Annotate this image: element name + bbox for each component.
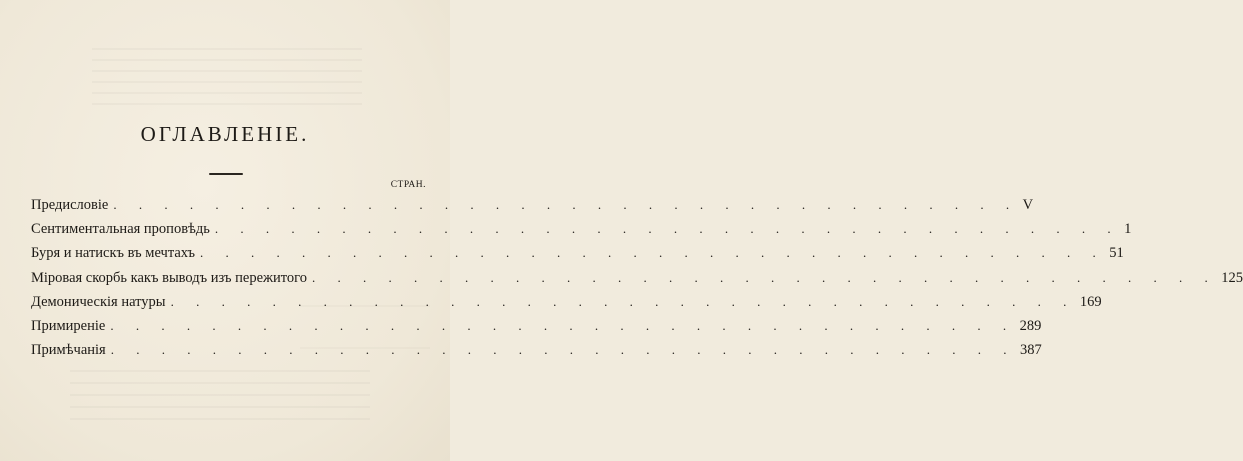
- title-divider: [209, 173, 243, 175]
- toc-entry-page: 169: [1079, 293, 1102, 310]
- toc-entry[interactable]: [31, 293, 1102, 318]
- toc-entry[interactable]: [31, 342, 1042, 366]
- toc-entry[interactable]: [31, 245, 1124, 269]
- dot-leader: . . . . . . . . . . . . . . . . . . . . . . . . . . . . . . . . . . . .: [110, 317, 1016, 333]
- toc-entry[interactable]: [31, 197, 1034, 221]
- toc-entry-page: 1: [1124, 221, 1132, 238]
- toc-entry-page: 289: [1019, 317, 1042, 334]
- table-of-contents: [31, 197, 1243, 366]
- bleed-through-text: [70, 370, 370, 430]
- dot-leader: . . . . . . . . . . . . . . . . . . . . . . . . . . . . . . . . . . . .: [199, 245, 1106, 261]
- dot-leader: . . . . . . . . . . . . . . . . . . . . . . . . . . . . . . . . . . . .: [110, 342, 1016, 358]
- dot-leader: . . . . . . . . . . . . . . . . . . . . . . . . . . . . . . . . . . . .: [113, 197, 1019, 212]
- toc-entry-page: 387: [1019, 342, 1042, 359]
- toc-entry[interactable]: [31, 221, 1132, 245]
- toc-entry-page: V: [1022, 197, 1034, 213]
- dot-leader: . . . . . . . . . . . . . . . . . . . . . . . . . . . . . . . . . . . .: [312, 269, 1218, 285]
- toc-entry-label: Предисловіе: [31, 197, 109, 213]
- toc-entry-label: Міровая скорбь какъ выводъ изъ пережитого: [31, 269, 308, 286]
- toc-entry-label: Демоническія натуры: [31, 293, 166, 310]
- toc-entry-label: Примиреніе: [31, 317, 106, 334]
- toc-entry[interactable]: [31, 269, 1243, 294]
- bleed-through-text: [92, 48, 362, 106]
- page-title: ОГЛАВЛЕНІЕ.: [140, 122, 310, 146]
- toc-entry-label: Сентиментальная проповѣдь: [31, 221, 210, 238]
- toc-entry-page: 51: [1109, 245, 1124, 262]
- toc-entry-label: Буря и натискъ въ мечтахъ: [31, 245, 195, 262]
- page-column-header: СТРАН.: [390, 180, 426, 190]
- toc-entry-page: 125: [1221, 269, 1243, 286]
- toc-entry[interactable]: [31, 317, 1042, 342]
- toc-entry-label: Примѣчанія: [31, 342, 106, 359]
- dot-leader: . . . . . . . . . . . . . . . . . . . . . . . . . . . . . . . . . . . .: [170, 293, 1076, 309]
- dot-leader: . . . . . . . . . . . . . . . . . . . . . . . . . . . . . . . . . . . .: [214, 221, 1121, 237]
